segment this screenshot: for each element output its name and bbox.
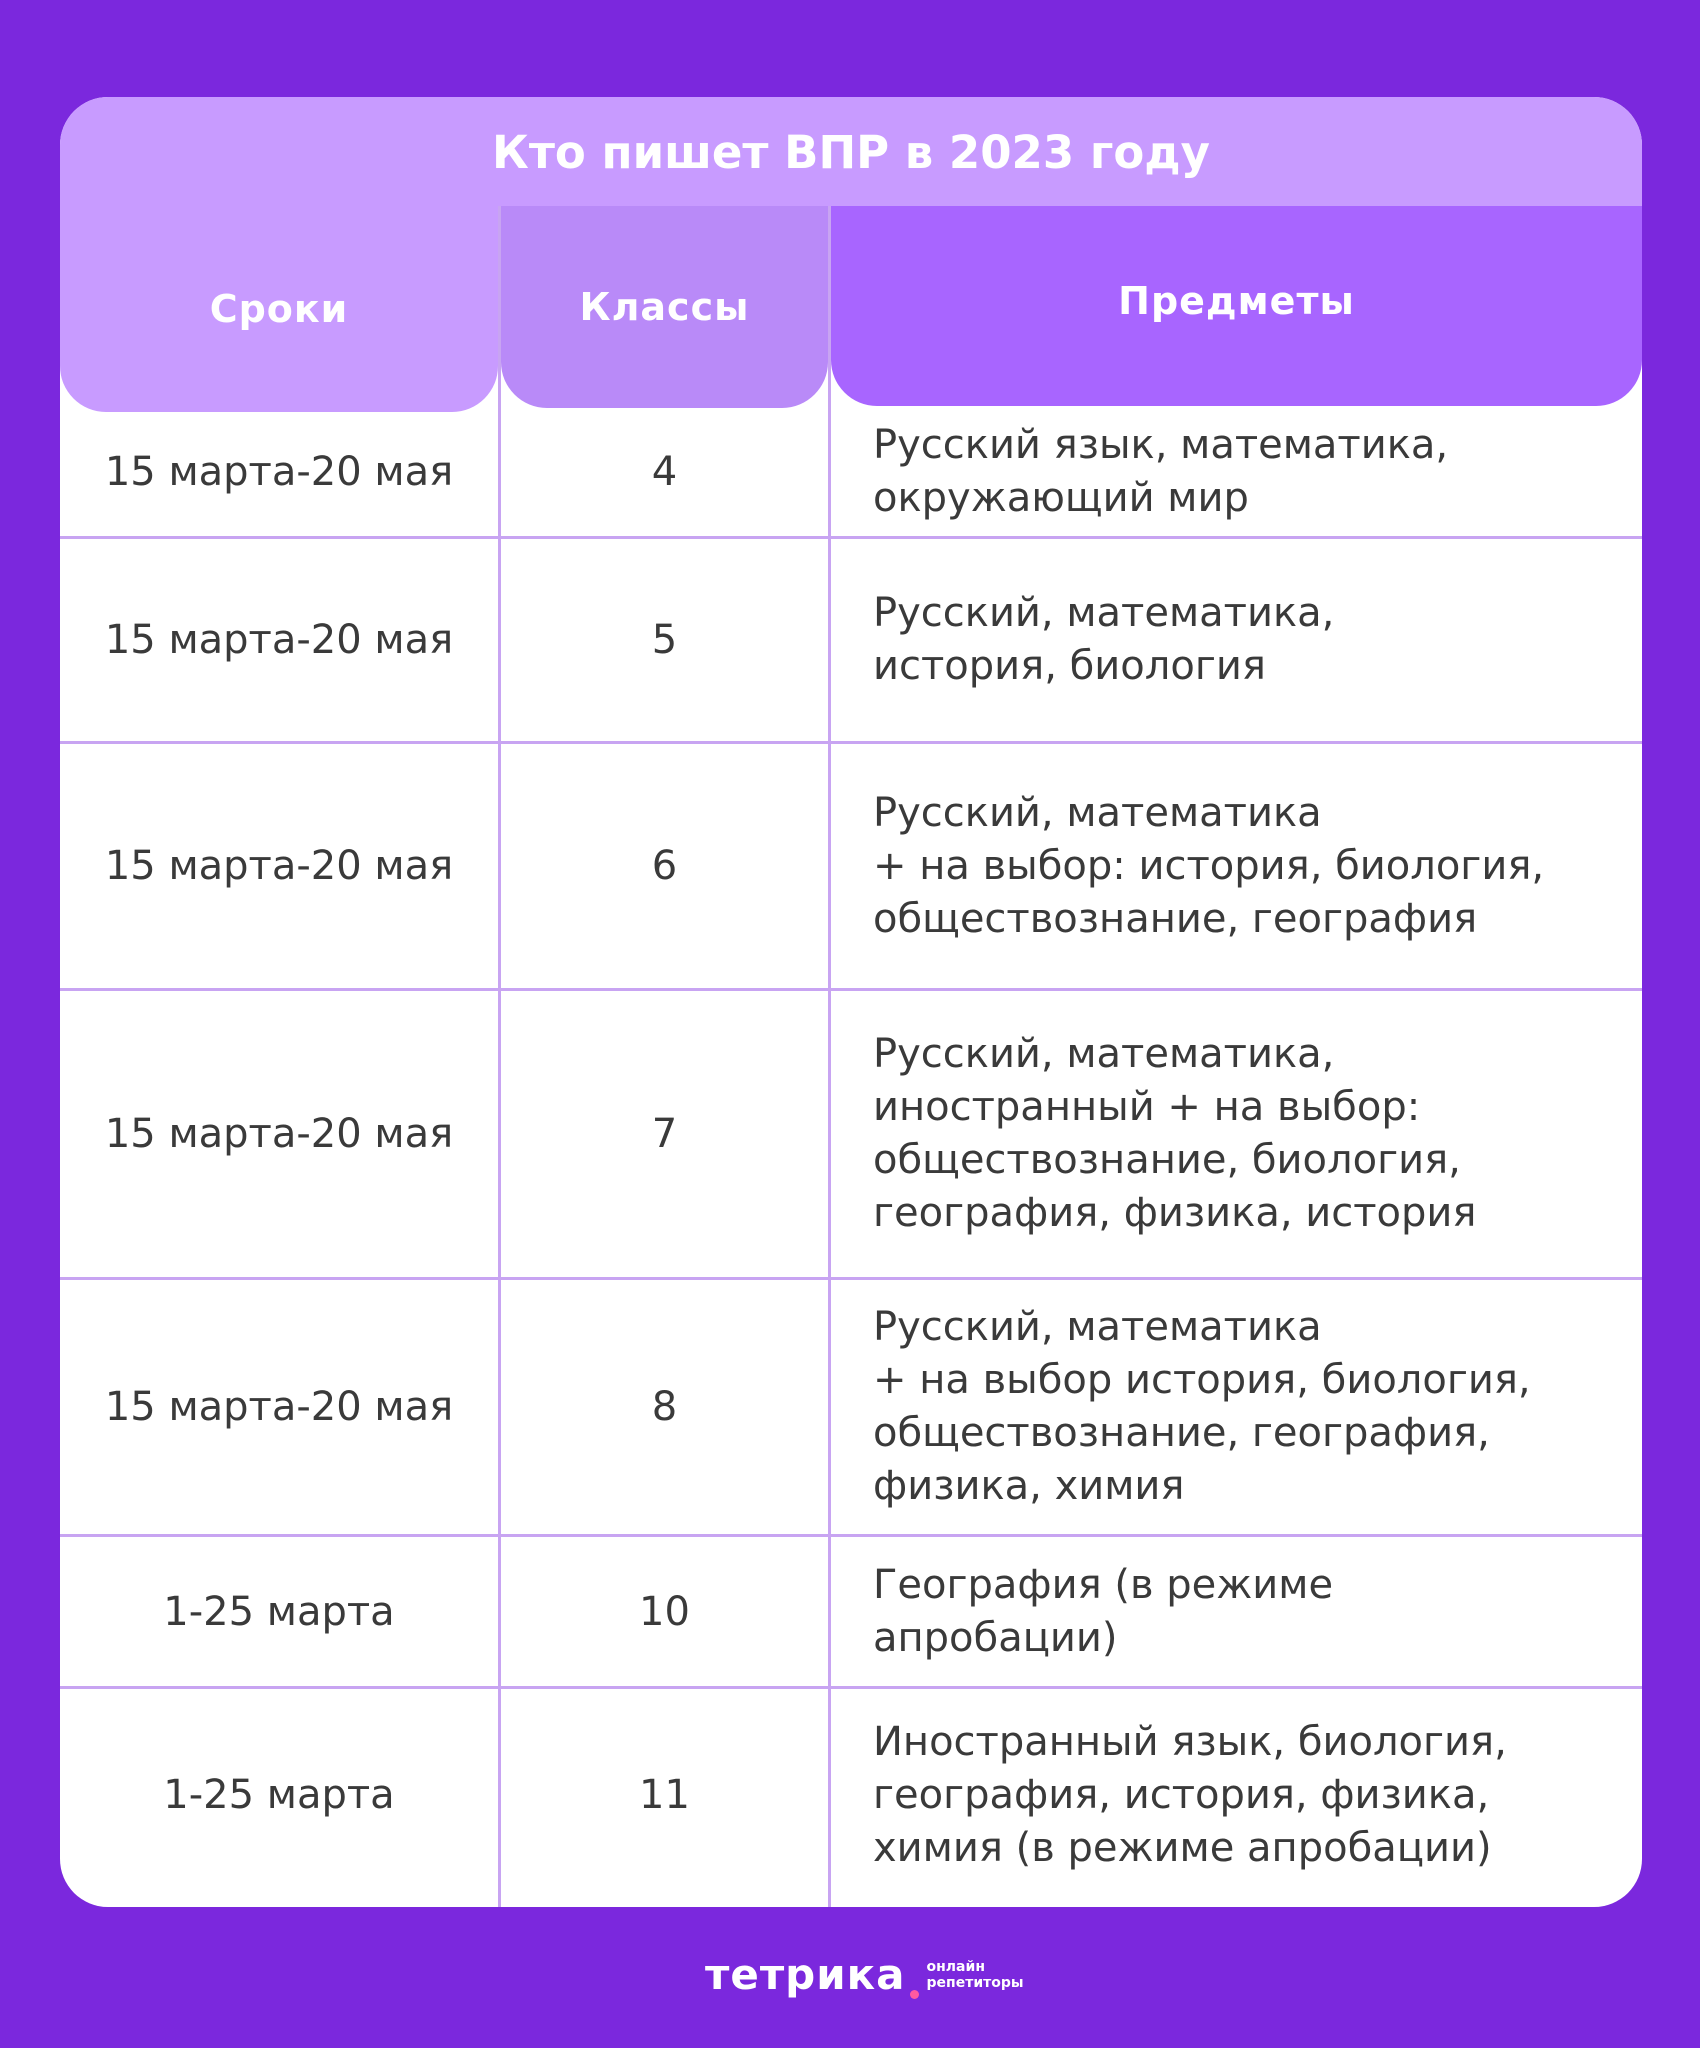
subjects-text: Иностранный язык, биология, география, история, физика, химия (в режиме апробации) <box>873 1718 1507 1871</box>
logo-word: тетрика <box>705 1950 906 1999</box>
table-row-dates: 15 марта-20 мая <box>104 1111 454 1157</box>
column-header-subjects: Предметы <box>831 206 1642 406</box>
table-row-dates: 1-25 марта <box>163 1588 395 1635</box>
table-row-subjects <box>831 991 1642 1277</box>
table-row-subjects <box>831 744 1642 988</box>
table-row-dates: 15 марта-20 мая <box>104 617 454 663</box>
table-row-grade: 11 <box>639 1772 690 1818</box>
column-header-grades: Классы <box>501 206 828 408</box>
table-row-grade: 4 <box>651 448 678 495</box>
table-row-subjects <box>831 1280 1642 1534</box>
subjects-text: Русский, математика + на выбор история, биология, обществознание, география, физика, химия <box>873 1304 1531 1509</box>
table-row-dates: 15 марта-20 мая <box>104 1384 454 1430</box>
subjects-text: Русский язык, математика, окружающий мир <box>873 421 1449 521</box>
logo-dot-icon <box>910 1990 919 1999</box>
table-row-subjects <box>831 1689 1642 1901</box>
table-title: Кто пишет ВПР в 2023 году <box>60 97 1642 207</box>
table-row-subjects <box>831 539 1642 741</box>
table-row-grade: 8 <box>651 1384 678 1430</box>
logo-tagline-line2: репетиторы <box>926 1974 1024 1991</box>
schedule-table <box>60 97 1642 1907</box>
table-row-grade: 5 <box>651 617 678 663</box>
subjects-text: География (в режиме апробации) <box>873 1561 1334 1661</box>
subjects-text: Русский, математика, история, биология <box>873 590 1335 689</box>
column-header-dates: Сроки <box>60 206 498 412</box>
brand-logo <box>705 1950 1024 1999</box>
logo-tagline <box>927 1959 1024 1991</box>
table-row-subjects <box>831 407 1642 536</box>
subjects-text: Русский, математика + на выбор: история, биология, обществознание, география <box>873 789 1545 942</box>
table-row-dates: 15 марта-20 мая <box>104 843 454 889</box>
logo-tagline-line1: онлайн <box>926 1958 985 1975</box>
table-row-dates: 15 марта-20 мая <box>104 448 454 495</box>
subjects-text: Русский, математика, иностранный + на выбор: обществознание, биология, география, физика, история <box>873 1031 1477 1236</box>
table-row-grade: 10 <box>639 1588 690 1635</box>
table-row-dates: 1-25 марта <box>163 1772 395 1818</box>
table-row-subjects <box>831 1537 1642 1686</box>
table-row-grade: 7 <box>651 1111 678 1157</box>
table-row-grade: 6 <box>651 843 678 889</box>
